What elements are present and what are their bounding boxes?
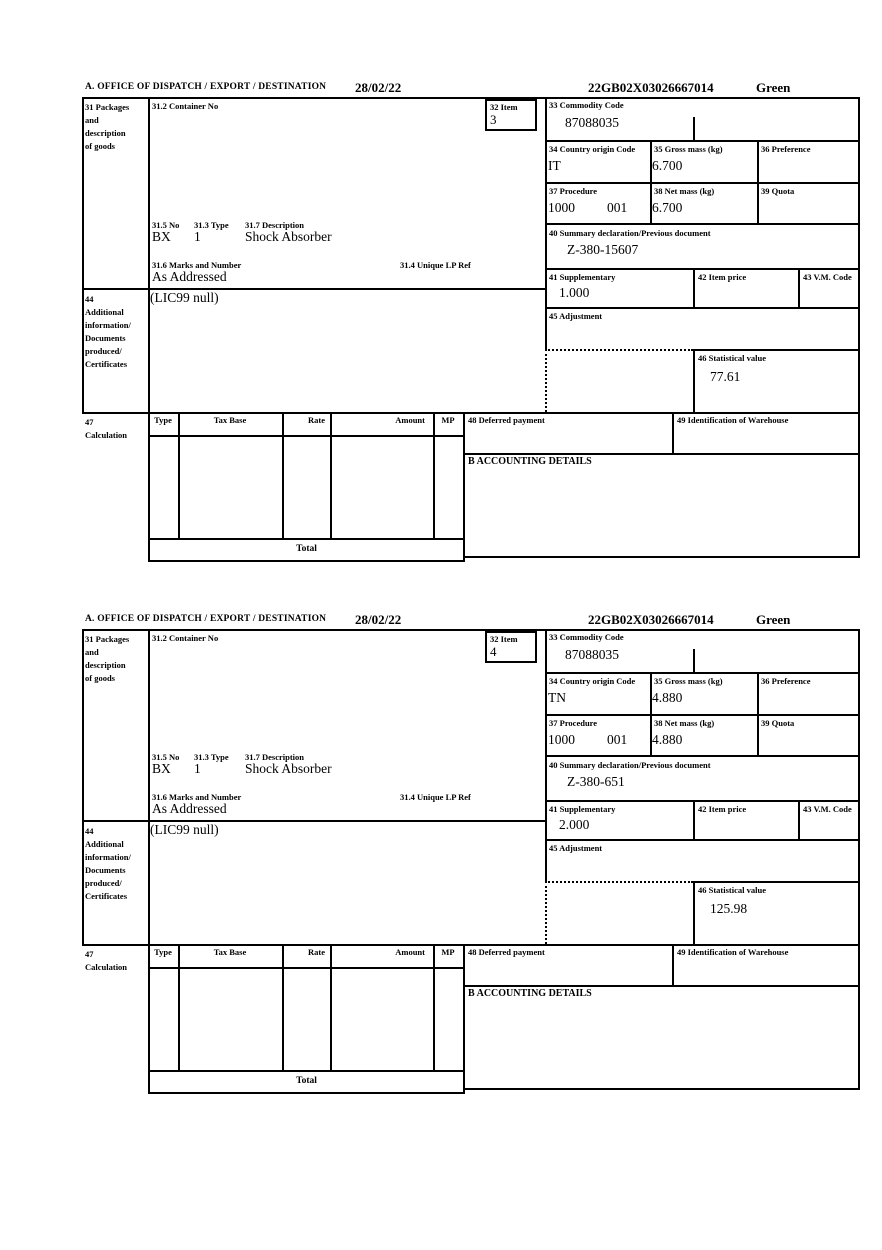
box32-label: 32 Item xyxy=(490,634,518,644)
box44-label: 44 Additional information/ Documents produced/ Certificates xyxy=(85,826,131,901)
box31-3-label: 31.3 Type xyxy=(194,752,229,762)
col-tax-base: Tax Base xyxy=(213,947,247,957)
grid-line xyxy=(463,985,860,987)
box42-label: 42 Item price xyxy=(698,804,747,814)
item-4-section xyxy=(82,612,860,1094)
grid-line xyxy=(545,140,860,142)
statistical-value: 125.98 xyxy=(710,901,748,916)
country-origin-code: TN xyxy=(548,690,566,705)
goods-description: Shock Absorber xyxy=(245,229,332,244)
box31-4-label: 31.4 Unique LP Ref xyxy=(400,792,471,802)
goods-description: Shock Absorber xyxy=(245,761,332,776)
box40-label: 40 Summary declaration/Previous document xyxy=(549,760,711,770)
box43-label: 43 V.M. Code xyxy=(803,804,852,814)
grid-line xyxy=(148,560,465,562)
previous-document: Z-380-15607 xyxy=(567,242,639,257)
grid-line xyxy=(148,435,465,437)
box33-label: 33 Commodity Code xyxy=(549,632,624,642)
dispatch-date: 28/02/22 xyxy=(355,612,402,627)
box32-item xyxy=(485,631,537,663)
box31-6-label: 31.6 Marks and Number xyxy=(152,792,242,802)
item-number: 4 xyxy=(490,644,497,659)
grid-line xyxy=(672,412,674,453)
box47-label: 47 Calculation xyxy=(85,417,128,440)
package-type: 1 xyxy=(194,761,201,776)
grid-line xyxy=(545,800,860,802)
additional-information: (LIC99 null) xyxy=(150,290,219,305)
box31-4-label: 31.4 Unique LP Ref xyxy=(400,260,471,270)
col-type: Type xyxy=(154,415,172,425)
box31-label: 31 Packages and description of goods xyxy=(85,634,130,683)
package-no: BX xyxy=(152,761,171,776)
commodity-code: 87088035 xyxy=(565,647,619,662)
col-rate: Rate xyxy=(308,415,325,425)
grid-line xyxy=(693,349,695,412)
supplementary-units: 2.000 xyxy=(559,817,590,832)
grid-line xyxy=(693,800,695,839)
box31-3-label: 31.3 Type xyxy=(194,220,229,230)
grid-line xyxy=(82,629,84,944)
gross-mass: 4.880 xyxy=(652,690,683,705)
total-label: Total xyxy=(296,544,317,554)
net-mass: 6.700 xyxy=(652,200,683,215)
col-type: Type xyxy=(154,947,172,957)
box32-label: 32 Item xyxy=(490,102,518,112)
grid-line xyxy=(545,714,860,716)
grid-line xyxy=(463,556,860,558)
grid-line xyxy=(82,97,84,412)
grid-line xyxy=(463,944,465,1094)
box-a-label: A. OFFICE OF DISPATCH / EXPORT / DESTINATION xyxy=(85,614,327,624)
grid-line xyxy=(148,97,150,562)
box31-7-label: 31.7 Description xyxy=(245,752,305,762)
grid-line xyxy=(858,97,860,558)
grid-line xyxy=(545,182,860,184)
box31-2-label: 31.2 Container No xyxy=(152,633,219,643)
previous-document: Z-380-651 xyxy=(567,774,625,789)
procedure-code-extra: 001 xyxy=(607,732,628,747)
grid-line xyxy=(693,881,860,883)
box31-5-label: 31.5 No xyxy=(152,220,180,230)
box34-label: 34 Country origin Code xyxy=(549,676,636,686)
routing-status: Green xyxy=(756,80,791,95)
box38-label: 38 Net mass (kg) xyxy=(654,718,715,728)
grid-line xyxy=(463,412,465,562)
dispatch-date: 28/02/22 xyxy=(355,80,402,95)
box36-label: 36 Preference xyxy=(761,144,811,154)
box43-label: 43 V.M. Code xyxy=(803,272,852,282)
col-tax-base: Tax Base xyxy=(213,415,247,425)
box39-label: 39 Quota xyxy=(761,186,795,196)
marks-and-numbers: As Addressed xyxy=(152,801,227,816)
box42-label: 42 Item price xyxy=(698,272,747,282)
package-type: 1 xyxy=(194,229,201,244)
box46-label: 46 Statistical value xyxy=(698,353,766,363)
declaration-reference: 22GB02X03026667014 xyxy=(588,80,714,95)
box31-label: 31 Packages and description of goods xyxy=(85,102,130,151)
col-mp: MP xyxy=(441,947,455,957)
procedure-code: 1000 xyxy=(548,200,575,215)
grid-line xyxy=(757,140,759,223)
box41-label: 41 Supplementary xyxy=(549,272,616,282)
box41-label: 41 Supplementary xyxy=(549,804,616,814)
box39-label: 39 Quota xyxy=(761,718,795,728)
declaration-reference: 22GB02X03026667014 xyxy=(588,612,714,627)
statistical-value: 77.61 xyxy=(710,369,741,384)
box37-label: 37 Procedure xyxy=(549,718,598,728)
box49-label: 49 Identification of Warehouse xyxy=(677,947,789,957)
box35-label: 35 Gross mass (kg) xyxy=(654,676,723,686)
box48-label: 48 Deferred payment xyxy=(468,947,545,957)
box31-6-label: 31.6 Marks and Number xyxy=(152,260,242,270)
col-amount: Amount xyxy=(395,415,425,425)
grid-line xyxy=(798,268,800,307)
box47-label: 47 Calculation xyxy=(85,949,128,972)
additional-information: (LIC99 null) xyxy=(150,822,219,837)
grid-line xyxy=(672,944,674,985)
item-number: 3 xyxy=(490,112,497,127)
dotted-line xyxy=(545,881,547,944)
form-grid xyxy=(82,629,860,1095)
country-origin-code: IT xyxy=(548,158,561,173)
marks-and-numbers: As Addressed xyxy=(152,269,227,284)
item-3-section xyxy=(82,80,860,562)
grid-line xyxy=(82,629,860,631)
grid-line xyxy=(798,800,800,839)
box34-label: 34 Country origin Code xyxy=(549,144,636,154)
box38-label: 38 Net mass (kg) xyxy=(654,186,715,196)
grid-line xyxy=(757,672,759,755)
grid-line xyxy=(82,412,860,414)
grid-line xyxy=(693,881,695,944)
grid-line xyxy=(148,538,465,540)
box46-label: 46 Statistical value xyxy=(698,885,766,895)
box45-label: 45 Adjustment xyxy=(549,843,603,853)
box49-label: 49 Identification of Warehouse xyxy=(677,415,789,425)
grid-line xyxy=(545,672,860,674)
grid-line xyxy=(545,839,860,841)
grid-line xyxy=(148,967,465,969)
grid-line xyxy=(148,1070,465,1072)
net-mass: 4.880 xyxy=(652,732,683,747)
grid-line xyxy=(82,97,860,99)
box31-7-label: 31.7 Description xyxy=(245,220,305,230)
col-mp: MP xyxy=(441,415,455,425)
grid-line xyxy=(463,1088,860,1090)
grid-line xyxy=(545,755,860,757)
box31-2-label: 31.2 Container No xyxy=(152,101,219,111)
boxB-label: B ACCOUNTING DETAILS xyxy=(468,988,592,999)
box45-label: 45 Adjustment xyxy=(549,311,603,321)
grid-line xyxy=(82,944,860,946)
supplementary-units: 1.000 xyxy=(559,285,590,300)
box48-label: 48 Deferred payment xyxy=(468,415,545,425)
box-a-label: A. OFFICE OF DISPATCH / EXPORT / DESTINATION xyxy=(85,82,327,92)
dotted-line xyxy=(545,349,547,412)
box40-label: 40 Summary declaration/Previous document xyxy=(549,228,711,238)
grid-line xyxy=(693,268,695,307)
box35-label: 35 Gross mass (kg) xyxy=(654,144,723,154)
grid-line xyxy=(545,307,860,309)
grid-line xyxy=(148,1092,465,1094)
box36-label: 36 Preference xyxy=(761,676,811,686)
grid-line xyxy=(545,223,860,225)
dotted-line xyxy=(545,349,693,351)
routing-status: Green xyxy=(756,612,791,627)
grid-line xyxy=(693,349,860,351)
box44-label: 44 Additional information/ Documents produced/ Certificates xyxy=(85,294,131,369)
procedure-code-extra: 001 xyxy=(607,200,628,215)
grid-line xyxy=(148,629,150,1094)
col-rate: Rate xyxy=(308,947,325,957)
package-no: BX xyxy=(152,229,171,244)
grid-line xyxy=(463,453,860,455)
grid-line xyxy=(545,268,860,270)
procedure-code: 1000 xyxy=(548,732,575,747)
box32-item xyxy=(485,99,537,131)
col-amount: Amount xyxy=(395,947,425,957)
dotted-line xyxy=(545,881,693,883)
boxB-label: B ACCOUNTING DETAILS xyxy=(468,456,592,467)
commodity-code: 87088035 xyxy=(565,115,619,130)
box33-label: 33 Commodity Code xyxy=(549,100,624,110)
grid-line xyxy=(858,629,860,1090)
form-grid xyxy=(82,97,860,563)
box37-label: 37 Procedure xyxy=(549,186,598,196)
gross-mass: 6.700 xyxy=(652,158,683,173)
commodity-code-tick xyxy=(693,117,695,140)
commodity-code-tick xyxy=(693,649,695,672)
total-label: Total xyxy=(296,1076,317,1086)
box31-5-label: 31.5 No xyxy=(152,752,180,762)
